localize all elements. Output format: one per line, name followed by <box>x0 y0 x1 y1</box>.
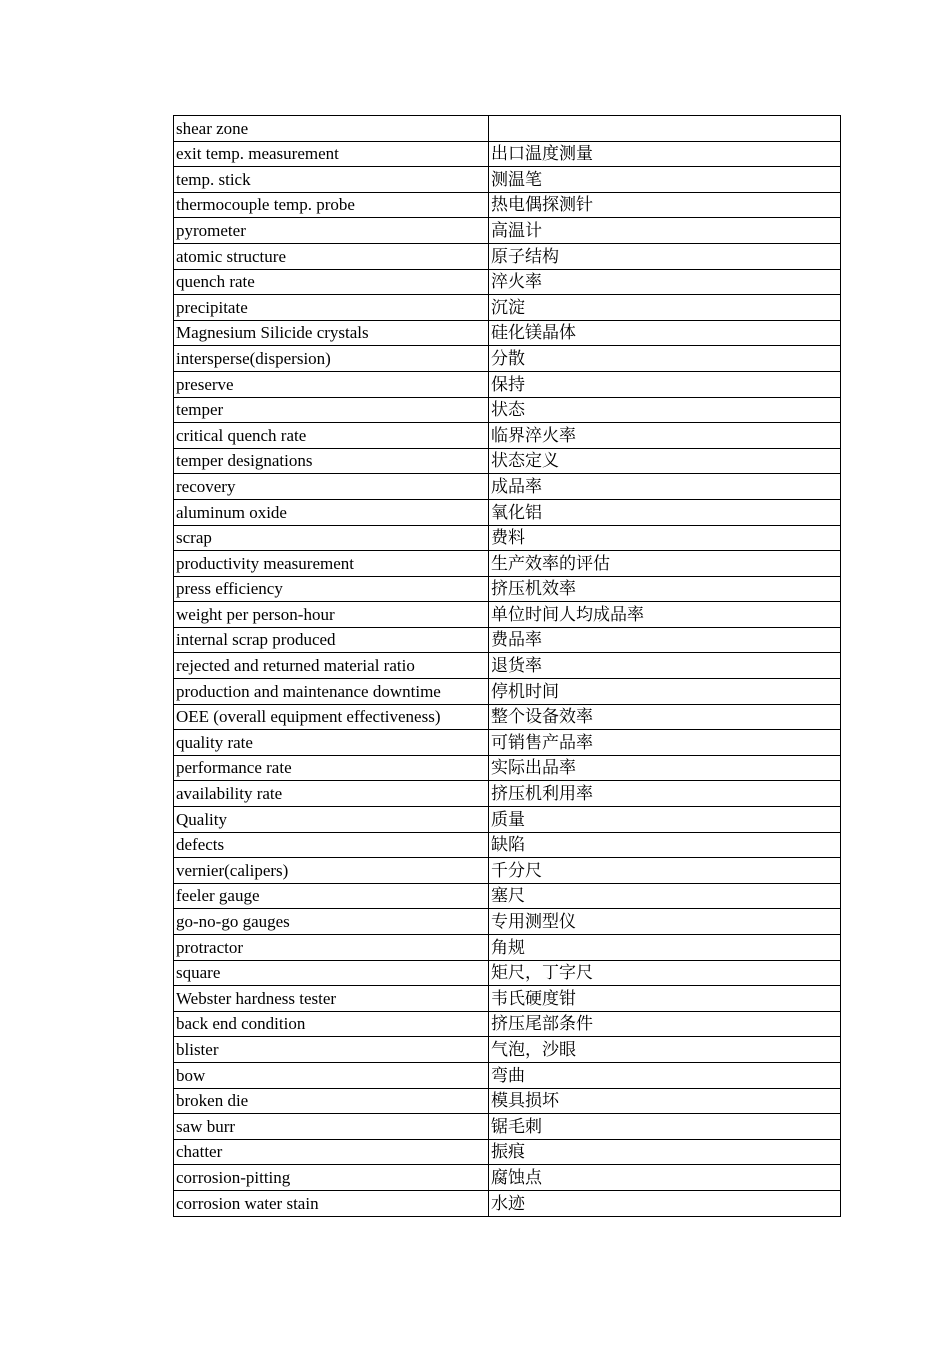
chinese-term-cell <box>489 116 841 142</box>
table-row <box>174 218 841 244</box>
english-term-cell: Quality <box>174 807 489 833</box>
table-row <box>174 1190 841 1216</box>
english-term-cell: temper designations <box>174 448 489 474</box>
english-term-cell: back end condition <box>174 1011 489 1037</box>
english-term-cell: temp. stick <box>174 167 489 193</box>
table-row <box>174 1114 841 1140</box>
table-row <box>174 499 841 525</box>
table-row <box>174 679 841 705</box>
english-term-cell: chatter <box>174 1139 489 1165</box>
english-term-cell: weight per person-hour <box>174 602 489 628</box>
table-row <box>174 1088 841 1114</box>
english-term-cell: temper <box>174 397 489 423</box>
english-term-cell: exit temp. measurement <box>174 141 489 167</box>
english-term-cell: quench rate <box>174 269 489 295</box>
english-term-cell: feeler gauge <box>174 883 489 909</box>
table-row <box>174 1062 841 1088</box>
english-term-cell: critical quench rate <box>174 423 489 449</box>
table-row <box>174 832 841 858</box>
chinese-term-cell: 振痕 <box>489 1139 841 1165</box>
glossary-body <box>174 116 841 1217</box>
chinese-term-cell: 千分尺 <box>489 858 841 884</box>
chinese-term-cell: 高温计 <box>489 218 841 244</box>
table-row <box>174 397 841 423</box>
chinese-term-cell: 弯曲 <box>489 1062 841 1088</box>
table-row <box>174 730 841 756</box>
chinese-term-cell: 水迹 <box>489 1190 841 1216</box>
english-term-cell: corrosion water stain <box>174 1190 489 1216</box>
table-row <box>174 474 841 500</box>
chinese-term-cell: 硅化镁晶体 <box>489 320 841 346</box>
english-term-cell: Webster hardness tester <box>174 986 489 1012</box>
table-row <box>174 781 841 807</box>
chinese-term-cell: 整个设备效率 <box>489 704 841 730</box>
chinese-term-cell: 淬火率 <box>489 269 841 295</box>
english-term-cell: press efficiency <box>174 576 489 602</box>
table-row <box>174 269 841 295</box>
english-term-cell: blister <box>174 1037 489 1063</box>
table-row <box>174 1011 841 1037</box>
table-row <box>174 320 841 346</box>
table-row <box>174 935 841 961</box>
chinese-term-cell: 临界淬火率 <box>489 423 841 449</box>
english-term-cell: saw burr <box>174 1114 489 1140</box>
english-term-cell: thermocouple temp. probe <box>174 192 489 218</box>
chinese-term-cell: 出口温度测量 <box>489 141 841 167</box>
chinese-term-cell: 矩尺，丁字尺 <box>489 960 841 986</box>
english-term-cell: atomic structure <box>174 243 489 269</box>
table-row <box>174 448 841 474</box>
table-row <box>174 602 841 628</box>
table-row <box>174 116 841 142</box>
english-term-cell: shear zone <box>174 116 489 142</box>
table-row <box>174 883 841 909</box>
chinese-term-cell: 模具损坏 <box>489 1088 841 1114</box>
chinese-term-cell: 热电偶探测针 <box>489 192 841 218</box>
chinese-term-cell: 沉淀 <box>489 295 841 321</box>
table-row <box>174 371 841 397</box>
english-term-cell: corrosion-pitting <box>174 1165 489 1191</box>
table-row <box>174 807 841 833</box>
chinese-term-cell: 分散 <box>489 346 841 372</box>
english-term-cell: defects <box>174 832 489 858</box>
english-term-cell: internal scrap produced <box>174 627 489 653</box>
english-term-cell: availability rate <box>174 781 489 807</box>
chinese-term-cell: 停机时间 <box>489 679 841 705</box>
chinese-term-cell: 塞尺 <box>489 883 841 909</box>
table-row <box>174 627 841 653</box>
english-term-cell: pyrometer <box>174 218 489 244</box>
table-row <box>174 192 841 218</box>
chinese-term-cell: 单位时间人均成品率 <box>489 602 841 628</box>
table-row <box>174 423 841 449</box>
english-term-cell: recovery <box>174 474 489 500</box>
chinese-term-cell: 测温笔 <box>489 167 841 193</box>
table-row <box>174 525 841 551</box>
chinese-term-cell: 挤压尾部条件 <box>489 1011 841 1037</box>
chinese-term-cell: 可销售产品率 <box>489 730 841 756</box>
table-row <box>174 551 841 577</box>
chinese-term-cell: 保持 <box>489 371 841 397</box>
english-term-cell: production and maintenance downtime <box>174 679 489 705</box>
english-term-cell: go-no-go gauges <box>174 909 489 935</box>
english-term-cell: broken die <box>174 1088 489 1114</box>
chinese-term-cell: 锯毛刺 <box>489 1114 841 1140</box>
table-row <box>174 141 841 167</box>
english-term-cell: protractor <box>174 935 489 961</box>
table-row <box>174 986 841 1012</box>
table-row <box>174 295 841 321</box>
chinese-term-cell: 韦氏硬度钳 <box>489 986 841 1012</box>
chinese-term-cell: 缺陷 <box>489 832 841 858</box>
chinese-term-cell: 挤压机利用率 <box>489 781 841 807</box>
english-term-cell: bow <box>174 1062 489 1088</box>
table-row <box>174 576 841 602</box>
chinese-term-cell: 成品率 <box>489 474 841 500</box>
english-term-cell: rejected and returned material ratio <box>174 653 489 679</box>
chinese-term-cell: 挤压机效率 <box>489 576 841 602</box>
table-row <box>174 704 841 730</box>
chinese-term-cell: 费料 <box>489 525 841 551</box>
english-term-cell: Magnesium Silicide crystals <box>174 320 489 346</box>
english-term-cell: vernier(calipers) <box>174 858 489 884</box>
table-row <box>174 653 841 679</box>
english-term-cell: productivity measurement <box>174 551 489 577</box>
english-term-cell: precipitate <box>174 295 489 321</box>
chinese-term-cell: 氧化铝 <box>489 499 841 525</box>
table-row <box>174 755 841 781</box>
english-term-cell: quality rate <box>174 730 489 756</box>
english-term-cell: aluminum oxide <box>174 499 489 525</box>
table-row <box>174 1139 841 1165</box>
chinese-term-cell: 气泡，沙眼 <box>489 1037 841 1063</box>
table-row <box>174 858 841 884</box>
chinese-term-cell: 状态 <box>489 397 841 423</box>
chinese-term-cell: 质量 <box>489 807 841 833</box>
chinese-term-cell: 腐蚀点 <box>489 1165 841 1191</box>
table-row <box>174 1037 841 1063</box>
chinese-term-cell: 费品率 <box>489 627 841 653</box>
chinese-term-cell: 状态定义 <box>489 448 841 474</box>
table-row <box>174 243 841 269</box>
chinese-term-cell: 专用测型仪 <box>489 909 841 935</box>
chinese-term-cell: 原子结构 <box>489 243 841 269</box>
table-row <box>174 909 841 935</box>
chinese-term-cell: 生产效率的评估 <box>489 551 841 577</box>
chinese-term-cell: 实际出品率 <box>489 755 841 781</box>
table-row <box>174 167 841 193</box>
english-term-cell: scrap <box>174 525 489 551</box>
chinese-term-cell: 角规 <box>489 935 841 961</box>
english-term-cell: square <box>174 960 489 986</box>
english-term-cell: intersperse(dispersion) <box>174 346 489 372</box>
table-row <box>174 960 841 986</box>
english-term-cell: OEE (overall equipment effectiveness) <box>174 704 489 730</box>
chinese-term-cell: 退货率 <box>489 653 841 679</box>
glossary-table <box>173 115 841 1217</box>
table-row <box>174 346 841 372</box>
table-row <box>174 1165 841 1191</box>
english-term-cell: performance rate <box>174 755 489 781</box>
english-term-cell: preserve <box>174 371 489 397</box>
